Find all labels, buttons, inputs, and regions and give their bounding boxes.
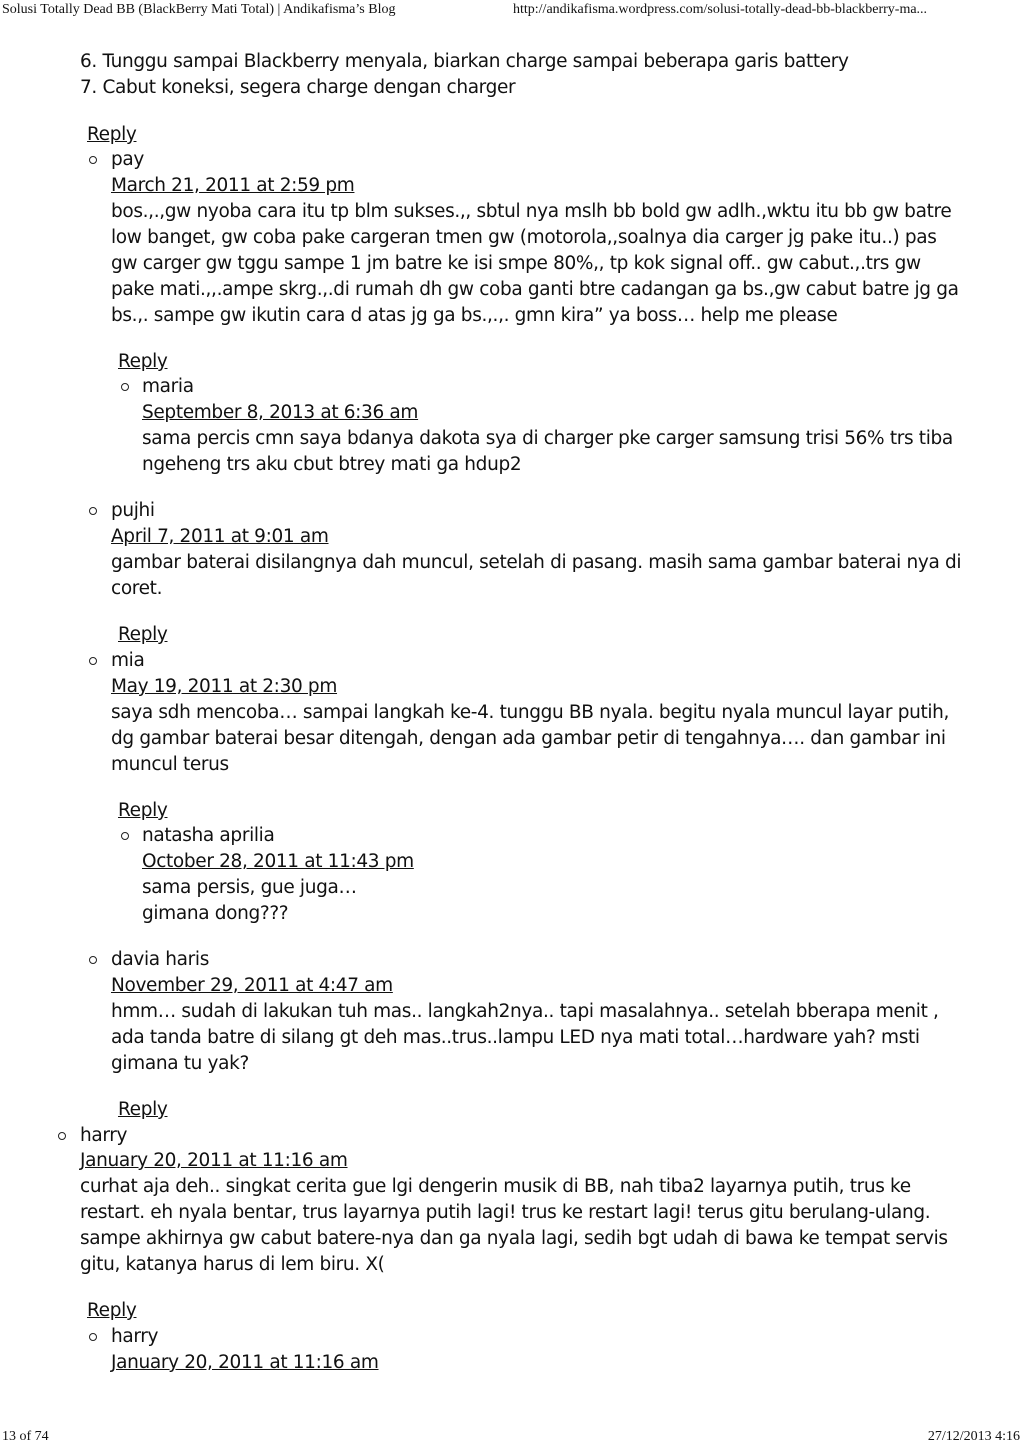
comment-text-line: sama percis cmn saya bdanya dakota sya di charger pke carger samsung trisi 56% trs tiba (142, 428, 953, 449)
reply-link[interactable]: Reply (118, 1099, 168, 1120)
bullet-icon (89, 956, 97, 964)
step-6: 6. Tunggu sampai Blackberry menyala, biarkan charge sampai beberapa garis battery (80, 51, 849, 72)
comment-date-link[interactable]: November 29, 2011 at 4:47 am (111, 975, 393, 996)
page-url: http://andikafisma.wordpress.com/solusi-totally-dead-bb-blackberry-ma... (513, 2, 928, 17)
comment-text-line: gitu, katanya harus di lem biru. X( (80, 1254, 385, 1275)
comment-text-line: bs.,. sampe gw ikutin cara d atas jg ga bs.,.,. gmn kira” ya boss… help me please (111, 305, 838, 326)
comment-text-line: low banget, gw coba pake cargeran tmen gw (motorola,,soalnya dia carger jg pake itu..) pas (111, 227, 937, 248)
comment-text-line: bos.,.,gw nyoba cara itu tp blm sukses.,, sbtul nya mslh bb bold gw adlh.,wktu itu bb gw batre (111, 201, 952, 222)
print-timestamp: 27/12/2013 4:16 (927, 1429, 1020, 1444)
comment-author: harry (111, 1326, 159, 1347)
comment-author: maria (142, 376, 194, 397)
comment-text-line: gw carger gw tggu sampe 1 jm batre ke isi smpe 80%,, tp kok signal off.. gw cabut.,.trs gw (111, 253, 921, 274)
comment-text-line: hmm… sudah di lakukan tuh mas.. langkah2nya.. tapi masalahnya.. setelah bberapa menit , (111, 1001, 939, 1022)
comment-author: pujhi (111, 500, 155, 521)
comment-text-line: coret. (111, 578, 163, 599)
comment-date-link[interactable]: April 7, 2011 at 9:01 am (111, 526, 329, 547)
bullet-icon (58, 1132, 66, 1140)
page-number: 13 of 74 (2, 1429, 49, 1444)
comment-text-line: curhat aja deh.. singkat cerita gue lgi dengerin musik di BB, nah tiba2 layarnya putih, trus ke (80, 1176, 911, 1197)
reply-link[interactable]: Reply (118, 624, 168, 645)
comment-text-line: sama persis, gue juga… (142, 877, 357, 898)
comment-text-line: sampe akhirnya gw cabut batere-nya dan ga nyala lagi, sedih bgt udah di bawa ke tempat servis (80, 1228, 948, 1249)
page-title: Solusi Totally Dead BB (BlackBerry Mati Total) | Andikafisma’s Blog (2, 2, 396, 17)
bullet-icon (89, 657, 97, 665)
comment-text-line: ngeheng trs aku cbut btrey mati ga hdup2 (142, 454, 522, 475)
bullet-icon (121, 383, 129, 391)
comment-text-line: gambar baterai disilangnya dah muncul, setelah di pasang. masih sama gambar baterai nya di (111, 552, 962, 573)
comment-date-link[interactable]: March 21, 2011 at 2:59 pm (111, 175, 355, 196)
print-header (0, 0, 1024, 22)
comment-date-link[interactable]: January 20, 2011 at 11:16 am (111, 1352, 379, 1373)
comment-author: harry (80, 1125, 128, 1146)
reply-link[interactable]: Reply (118, 351, 168, 372)
bullet-icon (121, 832, 129, 840)
bullet-icon (89, 156, 97, 164)
comment-date-link[interactable]: September 8, 2013 at 6:36 am (142, 402, 419, 423)
comment-date-link[interactable]: May 19, 2011 at 2:30 pm (111, 676, 338, 697)
comment-text-line: ada tanda batre di silang gt deh mas..trus..lampu LED nya mati total…hardware yah? msti (111, 1027, 920, 1048)
bullet-icon (89, 1333, 97, 1341)
comment-author: mia (111, 650, 145, 671)
comment-text-line: pake mati.,,.ampe skrg.,.di rumah dh gw coba ganti btre cadangan ga bs.,gw cabut batre jg ga (111, 279, 959, 300)
comment-date-link[interactable]: January 20, 2011 at 11:16 am (80, 1150, 348, 1171)
comment-text-line: gimana dong??? (142, 903, 289, 924)
reply-link[interactable]: Reply (118, 800, 168, 821)
comment-date-link[interactable]: October 28, 2011 at 11:43 pm (142, 851, 414, 872)
reply-link[interactable]: Reply (87, 1300, 137, 1321)
print-footer (0, 1427, 1024, 1449)
reply-link[interactable]: Reply (87, 124, 137, 145)
step-7: 7. Cabut koneksi, segera charge dengan charger (80, 77, 516, 98)
bullet-icon (89, 507, 97, 515)
comment-author: natasha aprilia (142, 825, 275, 846)
comment-text-line: dg gambar baterai besar ditengah, dengan ada gambar petir di tengahnya…. dan gambar ini (111, 728, 946, 749)
comment-text-line: saya sdh mencoba… sampai langkah ke-4. tunggu BB nyala. begitu nyala muncul layar putih, (111, 702, 950, 723)
comment-text-line: gimana tu yak? (111, 1053, 249, 1074)
comment-text-line: muncul terus (111, 754, 229, 775)
comment-text-line: restart. eh nyala bentar, trus layarnya putih lagi! trus ke restart lagi! terus gitu berulang-ulang. (80, 1202, 931, 1223)
comment-author: davia haris (111, 949, 209, 970)
comment-author: pay (111, 149, 144, 170)
